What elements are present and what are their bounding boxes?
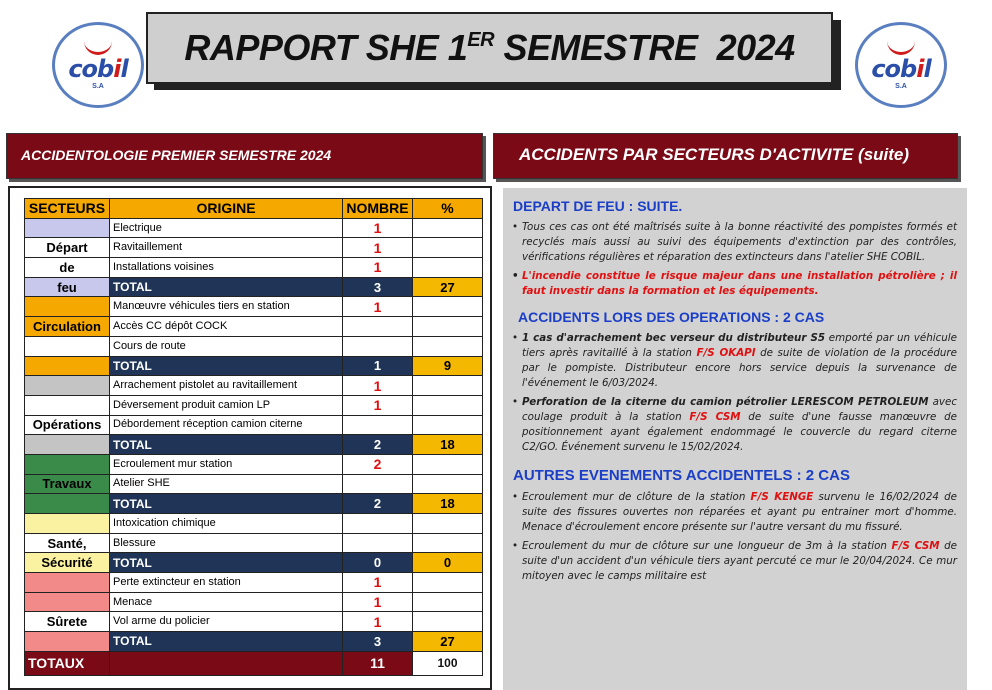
grand-total-row: TOTAUX 11 100 (25, 651, 483, 675)
table-row: Ecroulement mur station 2 (25, 454, 483, 474)
autres-item-2: • Ecroulement du mur de clôture sur une longueur de 3m à la station F/S CSM de suite d'un accident d'un véhicule tiers ayant percuté ce mur le 20/04/2024. Ce mur mitoyen avec le camps militaire est (513, 539, 957, 584)
table-row: Travaux Atelier SHE (25, 474, 483, 494)
operations-item-2: • Perforation de la citerne du camion pétrolier LERESCOM PETROLEUM avec coulage produit à la station F/S CSM de suite d'une fausse manœuvre de positionnement ayant également endommagé le couvercle du regard citerne C2/GO. Événement survenu le 15/02/2024. (513, 395, 957, 455)
table-row: Menace 1 (25, 592, 483, 612)
logo-mark-icon (887, 41, 915, 55)
autres-item-1: • Ecroulement mur de clôture de la station F/S KENGE survenu le 16/02/2024 de suite des fissures ouvertes non réparées et ayant pu entrainer mort d'homme. Menace d'écroulement encore présente sur l'autre versant du mu fissuré. (513, 490, 957, 535)
total-row-travaux: TOTAL 2 18 (25, 494, 483, 514)
report-title: RAPPORT SHE 1ER SEMESTRE 2024 (146, 12, 841, 90)
table-row: Cours de route (25, 336, 483, 356)
total-row-sante: Sécurité TOTAL 0 0 (25, 553, 483, 573)
logo-mark-icon (84, 41, 112, 55)
operations-item-1: • 1 cas d'arrachement bec verseur du distributeur S5 emporté par un véhicule tiers après ravitaillé à la station F/S OKAPI de suite de violation de la procédure par le pompiste. Distributeur encore hors service depuis la survenance de l'événement le 6/03/2024. (513, 331, 957, 391)
feu-alert: • L'incendie constitue le risque majeur dans une installation pétrolière ; il faut investir dans la formation et les équipements. (513, 269, 957, 299)
accident-table (24, 198, 483, 676)
accidents-secteurs-header: ACCIDENTS PAR SECTEURS D'ACTIVITE (suite) (493, 133, 958, 179)
total-row-feu: feu TOTAL 3 27 (25, 277, 483, 297)
feu-text: • Tous ces cas ont été maîtrisés suite à la bonne réactivité des pompistes formés et recyclés mais aussi au suivi des équipements d'extinction par des contrôles, vérifications régulières et réparation des extincteurs dans l'atelier SHE COBIL. (513, 220, 957, 265)
table-row: Départ Ravitaillement 1 (25, 238, 483, 258)
sector-cell-feu (25, 218, 110, 238)
total-row-operations: TOTAL 2 18 (25, 435, 483, 455)
table-row: Opérations Débordement réception camion citerne (25, 415, 483, 435)
table-row: Arrachement pistolet au ravitaillement 1 (25, 376, 483, 396)
table-row: Circulation Accès CC dépôt COCK (25, 317, 483, 337)
accidentologie-header: ACCIDENTOLOGIE PREMIER SEMESTRE 2024 (6, 133, 483, 179)
table-row: Perte extincteur en station 1 (25, 573, 483, 593)
heading-depart-feu: DEPART DE FEU : SUITE. (513, 198, 683, 214)
table-row: Sûrete Vol arme du policier 1 (25, 612, 483, 632)
table-header-row: SECTEURS ORIGINE NOMBRE % (25, 199, 483, 219)
table-row: Electrique 1 (25, 218, 483, 238)
accident-table-frame (8, 186, 492, 690)
table-row: de Installations voisines 1 (25, 258, 483, 278)
table-row: Santé, Blessure (25, 533, 483, 553)
table-row: Manœuvre véhicules tiers en station 1 (25, 297, 483, 317)
cobil-logo-right: cobil S.A (855, 22, 947, 108)
accidents-detail-panel (503, 188, 967, 690)
cobil-logo-left: cobil S.A (52, 22, 144, 108)
heading-autres-evenements: AUTRES EVENEMENTS ACCIDENTELS : 2 CAS (513, 467, 850, 484)
table-row: Déversement produit camion LP 1 (25, 395, 483, 415)
heading-operations: ACCIDENTS LORS DES OPERATIONS : 2 CAS (518, 309, 825, 325)
table-row: Intoxication chimique (25, 514, 483, 534)
total-row-circulation: TOTAL 1 9 (25, 356, 483, 376)
total-row-surete: TOTAL 3 27 (25, 632, 483, 652)
